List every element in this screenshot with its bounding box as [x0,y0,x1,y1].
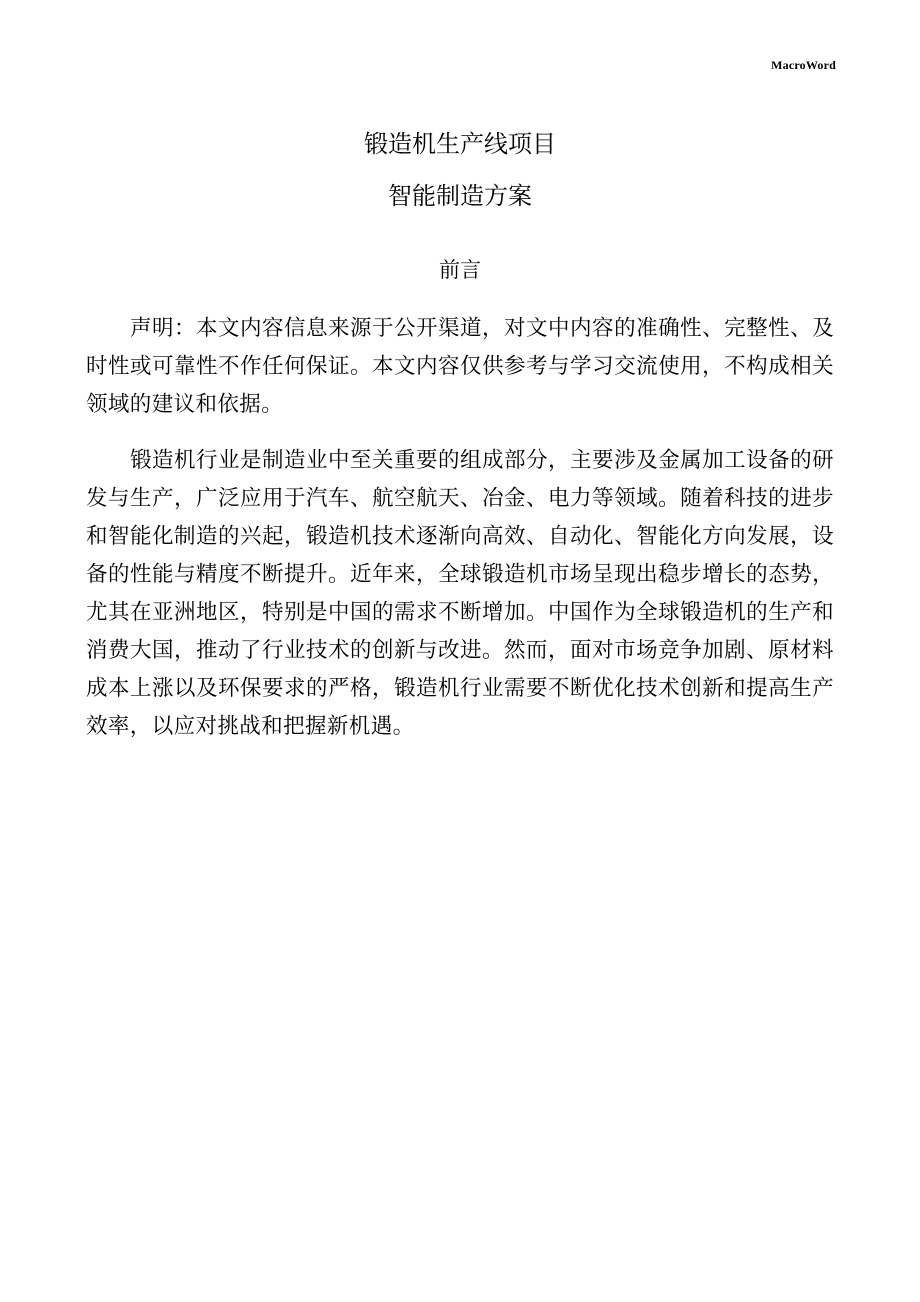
paragraph-disclaimer: 声明：本文内容信息来源于公开渠道，对文中内容的准确性、完整性、及时性或可靠性不作任何保证。本文内容仅供参考与学习交流使用，不构成相关领域的建议和依据。 [86,316,834,417]
document-title [0,118,920,222]
title-line-2: 智能制造方案 [388,182,532,210]
title-line-1: 锻造机生产线项目 [364,130,556,158]
document-body [86,310,834,764]
section-heading-preface: 前言 [439,258,481,282]
header-brand: MacroWord [771,58,836,72]
paragraph-industry-overview: 锻造机行业是制造业中至关重要的组成部分，主要涉及金属加工设备的研发与生产，广泛应用于汽车、航空航天、冶金、电力等领域。随着科技的进步和智能化制造的兴起，锻造机技术逐渐向高效、自动化、智能化方向发展，设备的性能与精度不断提升。近年来，全球锻造机市场呈现出稳步增长的态势，尤其在亚洲地区，特别是中国的需求不断增加。中国作为全球锻造机的生产和消费大国，推动了行业技术的创新与改进。然而，面对市场竞争加剧、原材料成本上涨以及环保要求的严格，锻造机行业需要不断优化技术创新和提高生产效率，以应对挑战和把握新机遇。 [86,448,834,739]
